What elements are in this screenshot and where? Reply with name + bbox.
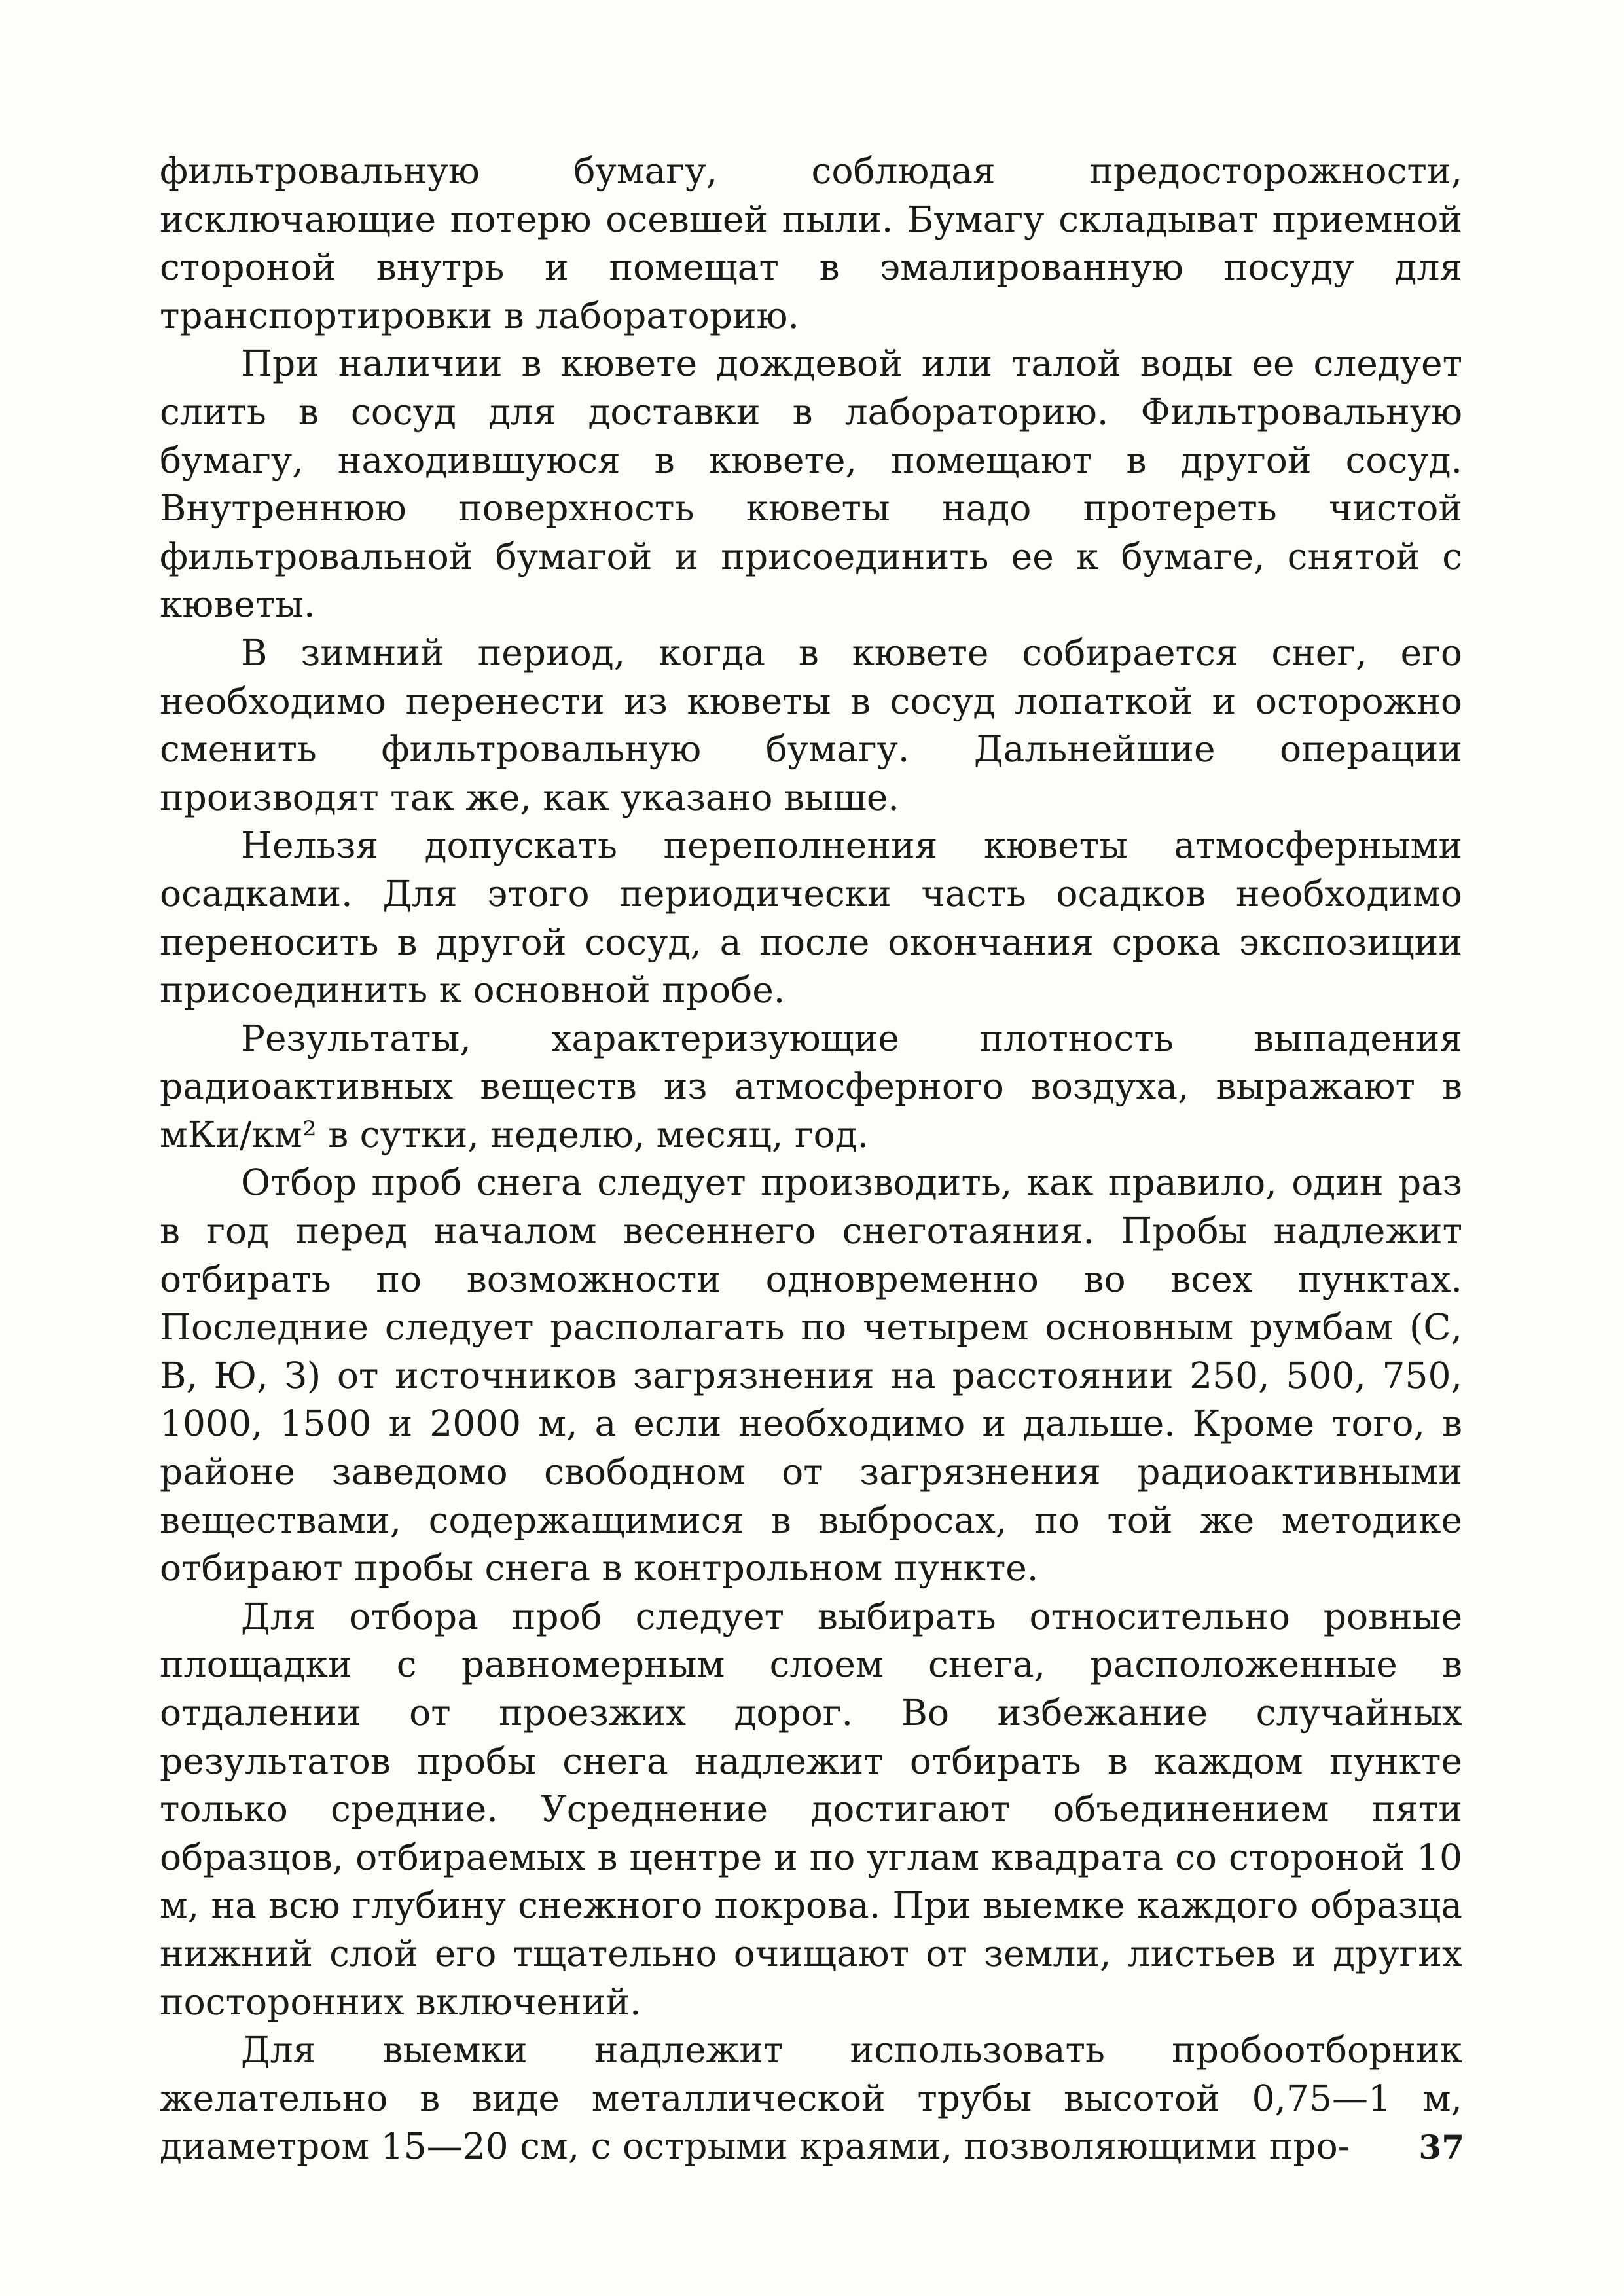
paragraph-results: Результаты, характеризующие плотность выпадения радиоактивных веществ из атмосферного воздуха, выражают в мКи/км² в сутки, неделю, месяц, год. bbox=[160, 1017, 1462, 1156]
paragraph-overflow: Нельзя допускать переполнения кюветы атмосферными осадками. Для этого периодически часть осадков необходимо переносить в другой сосуд, а после окончания срока экспозиции присоединить к основной пробе. bbox=[160, 824, 1462, 1011]
paragraph-sampling-sites: Для отбора проб следует выбирать относительно ровные площадки с равномерным слоем снега, расположенные в отдалении от проезжих дорог. Во избежание случайных результатов пробы снега надлежит отбирать в каждом пункте только средние. Усреднение достигают объединением пяти образцов, отбираемых в центре и по углам квадрата со стороной 10 м, на всю глубину снежного покрова. При выемке каждого образца нижний слой его тщательно очищают от земли, листьев и других посторонних включений. bbox=[160, 1595, 1462, 2023]
paragraph-winter-period: В зимний период, когда в кювете собирается снег, его необходимо перенести из кюветы в сосуд лопаткой и осторожно сменить фильтровальную бумагу. Дальнейшие операции производят так же, как указано выше. bbox=[160, 631, 1462, 818]
paragraph-continuation: фильтровальную бумагу, соблюдая предосторожности, исключающие потерю осевшей пыли. Бумагу складыват приемной стороной внутрь и помещат в эмалированную посуду для транспортировки в лабораторию. bbox=[160, 150, 1462, 337]
paragraph-sampler: Для выемки надлежит использовать пробоотборник желательно в виде металлической трубы высотой 0,75—1 м, диаметром 15—20 см, с острыми краями, позволяющими про- bbox=[160, 2029, 1462, 2168]
paragraph-snow-sampling: Отбор проб снега следует производить, как правило, один раз в год перед началом весеннего снеготаяния. Пробы надлежит отбирать по возможности одновременно во всех пунктах. Последние следует располагать по четырем основным румбам (С, В, Ю, З) от источников загрязнения на расстоянии 250, 500, 750, 1000, 1500 и 2000 м, а если необходимо и дальше. Кроме того, в районе заведомо свободном от загрязнения радиоактивными веществами, содержащимися в выбросах, по той же методике отбирают пробы снега в контрольном пункте. bbox=[160, 1161, 1462, 1590]
page-number: 37 bbox=[1418, 2128, 1464, 2166]
body-text bbox=[160, 147, 1462, 2171]
paragraph-rain-water: При наличии в кювете дождевой или талой воды ее следует слить в сосуд для доставки в лабораторию. Фильтровальную бумагу, находившуюся в кювете, помещают в другой сосуд. Внутреннюю поверхность кюветы надо протереть чистой фильтровальной бумагой и присоединить ее к бумаге, снятой с кюветы. bbox=[160, 342, 1462, 626]
